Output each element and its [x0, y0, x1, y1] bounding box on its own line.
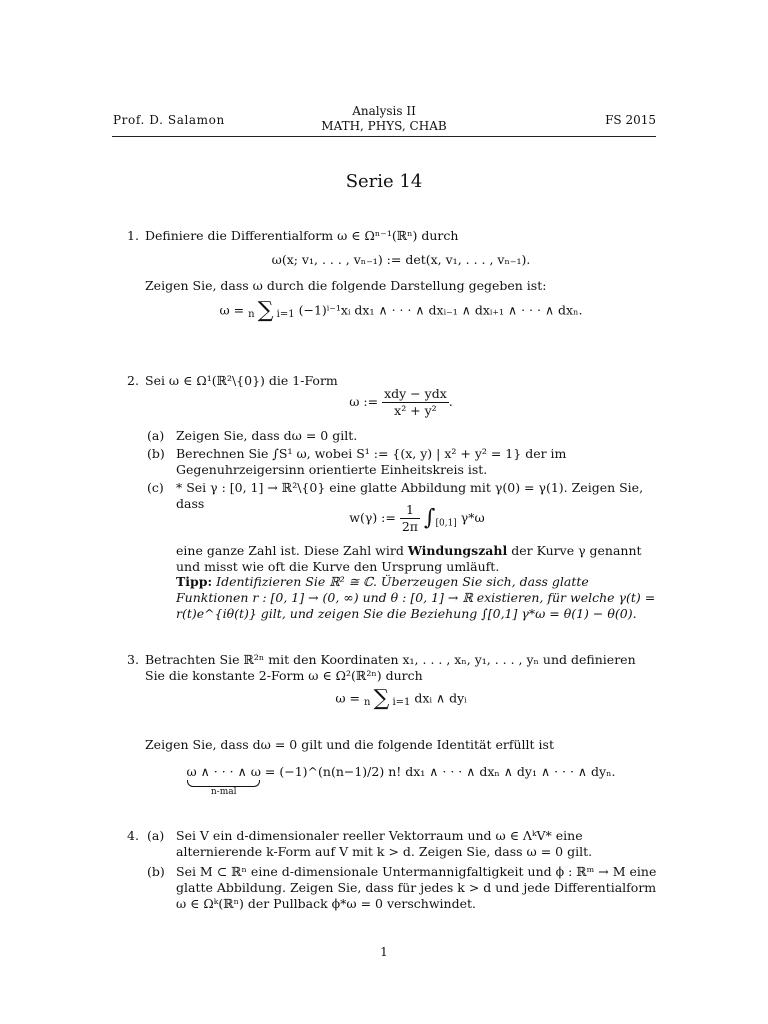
winding-number-formula: [176, 502, 658, 535]
problem-2-intro: Sei ω ∈ Ω¹(ℝ²\{0}) die 1-Form: [145, 373, 338, 388]
brace-content: ω ∧ · · · ∧ ω: [186, 764, 261, 779]
summation: [248, 300, 295, 322]
sum-upper: n: [363, 697, 371, 708]
problem-2-form: ω := $\frac{\text{xdy − ydx}}{\text{x² + y²}}$ .: [349, 386, 453, 418]
continuation-text: eine ganze Zahl ist. Diese Zahl wird: [176, 543, 404, 558]
winding-fraction: [400, 502, 420, 535]
sigma-symbol: ∑: [257, 298, 274, 323]
problem-3-claim: Zeigen Sie, dass dω = 0 gilt und die folgende Identität erfüllt ist: [145, 737, 554, 752]
problem-1-formula: [145, 300, 657, 322]
summation: [364, 688, 411, 710]
formula-rhs: dxᵢ ∧ dyᵢ: [414, 690, 467, 706]
brace-shape: [187, 780, 259, 787]
problem-2b-text: Berechnen Sie ∫S¹ ω, wobei S¹ := {(x, y) | x² + y² = 1} der im Gegenuhrzeigersinn orientierte Einheitskreis ist.: [176, 446, 567, 477]
winding-lhs: w(γ) :=: [349, 510, 396, 525]
problem-3-number: 3.: [127, 652, 139, 667]
problem-1-claim: Zeigen Sie, dass ω durch die folgende Darstellung gegeben ist:: [145, 278, 547, 293]
problem-4a-label: (a): [147, 828, 165, 843]
problem-2a-text: Zeigen Sie, dass dω = 0 gilt.: [176, 428, 358, 443]
problem-4a-text: Sei V ein d-dimensionaler reeller Vektorraum und ω ∈ ΛᵏV* eine alternierende k-Form auf V mit k > d. Zeigen Sie, dass ω = 0 gilt.: [176, 828, 593, 859]
winding-numerator: 1: [400, 502, 420, 519]
page-title: Serie 14: [345, 171, 423, 192]
identity-rhs: = (−1)^(n(n−1)/2) n! dx₁ ∧ · · · ∧ dxₙ ∧ dy₁ ∧ · · · ∧ dyₙ.: [264, 764, 616, 779]
header-divider: [112, 136, 656, 137]
semester: FS 2015: [605, 113, 656, 127]
author-name: Prof. D. Salamon: [113, 113, 225, 127]
winding-denominator: 2π: [401, 519, 419, 534]
formula-lhs: ω =: [219, 302, 245, 318]
sigma-symbol: ∑: [373, 686, 390, 711]
sum-lower: i=1: [276, 309, 295, 320]
page-number: 1: [380, 945, 388, 959]
problem-2c-label: (c): [147, 480, 164, 495]
fraction: [382, 386, 449, 419]
tip-text: Identifizieren Sie ℝ² ≅ ℂ. Überzeugen Sie sich, dass glatte Funktionen r : [0, 1] → (0, ∞) und θ : [0, 1] → ℝ existieren, für welche γ(t) = r(t)e^{iθ(t)} gilt, und zeigen Sie die Beziehung ∫[0,1] γ*ω = θ(1) − θ(0).: [176, 574, 656, 621]
fraction-denominator: x² + y²: [394, 403, 437, 418]
sum-lower: i=1: [392, 697, 411, 708]
integral-symbol: ∫: [424, 505, 436, 531]
form-lhs: ω :=: [349, 394, 379, 409]
fraction-numerator: xdy − ydx: [384, 386, 447, 401]
problem-3-identity: [145, 764, 657, 798]
underbrace: [186, 764, 260, 798]
tip-label: Tipp:: [176, 574, 213, 589]
winding-number-term: Windungszahl: [407, 543, 508, 558]
problem-1-intro: Definiere die Differentialform ω ∈ Ωⁿ⁻¹(ℝⁿ) durch: [145, 228, 459, 243]
problem-3-formula: [145, 688, 657, 710]
winding-integrand: γ*ω: [460, 510, 485, 525]
problem-2a-label: (a): [147, 428, 165, 443]
problem-2c-continuation: [176, 543, 658, 575]
brace-label: n-mal: [210, 787, 237, 797]
integral-domain: [0,1]: [435, 518, 457, 529]
formula-rhs: (−1)ⁱ⁻¹xᵢ dx₁ ∧ · · · ∧ dxᵢ₋₁ ∧ dxᵢ₊₁ ∧ · · · ∧ dxₙ.: [298, 302, 583, 318]
problem-2b-label: (b): [147, 446, 165, 461]
problem-2-number: 2.: [127, 373, 139, 388]
formula-lhs: ω =: [335, 690, 360, 706]
sum-upper: n: [248, 309, 255, 320]
problem-4b-text: Sei M ⊂ ℝⁿ eine d-dimensionale Untermannigfaltigkeit und ϕ : ℝᵐ → M eine glatte Abbildung. Zeigen Sie, dass für jedes k > d und jede Differentialform ω ∈ Ωᵏ(ℝⁿ) der Pullback ϕ*ω = 0 verschwindet.: [176, 864, 657, 911]
problem-1-definition: ω(x; v₁, . . . , vₙ₋₁) := det(x, v₁, . . . , vₙ₋₁).: [271, 252, 531, 267]
problem-4-number: 4.: [127, 828, 139, 843]
continuation-text-2: der Kurve γ genannt und misst wie oft die Kurve den Ursprung umläuft.: [176, 543, 642, 574]
problem-2-tip: [176, 574, 658, 622]
course-title: Analysis II: [352, 104, 416, 118]
problem-4b-label: (b): [147, 864, 165, 879]
problem-3-intro: Betrachten Sie ℝ²ⁿ mit den Koordinaten x₁, . . . , xₙ, y₁, . . . , yₙ und definieren Sie die konstante 2-Form ω ∈ Ω²(ℝ²ⁿ) durch: [145, 652, 636, 683]
problem-2c-text: * Sei γ : [0, 1] → ℝ²\{0} eine glatte Abbildung mit γ(0) = γ(1). Zeigen Sie, dass: [176, 480, 644, 511]
course-programs: MATH, PHYS, CHAB: [321, 119, 447, 133]
problem-1-number: 1.: [127, 228, 139, 243]
